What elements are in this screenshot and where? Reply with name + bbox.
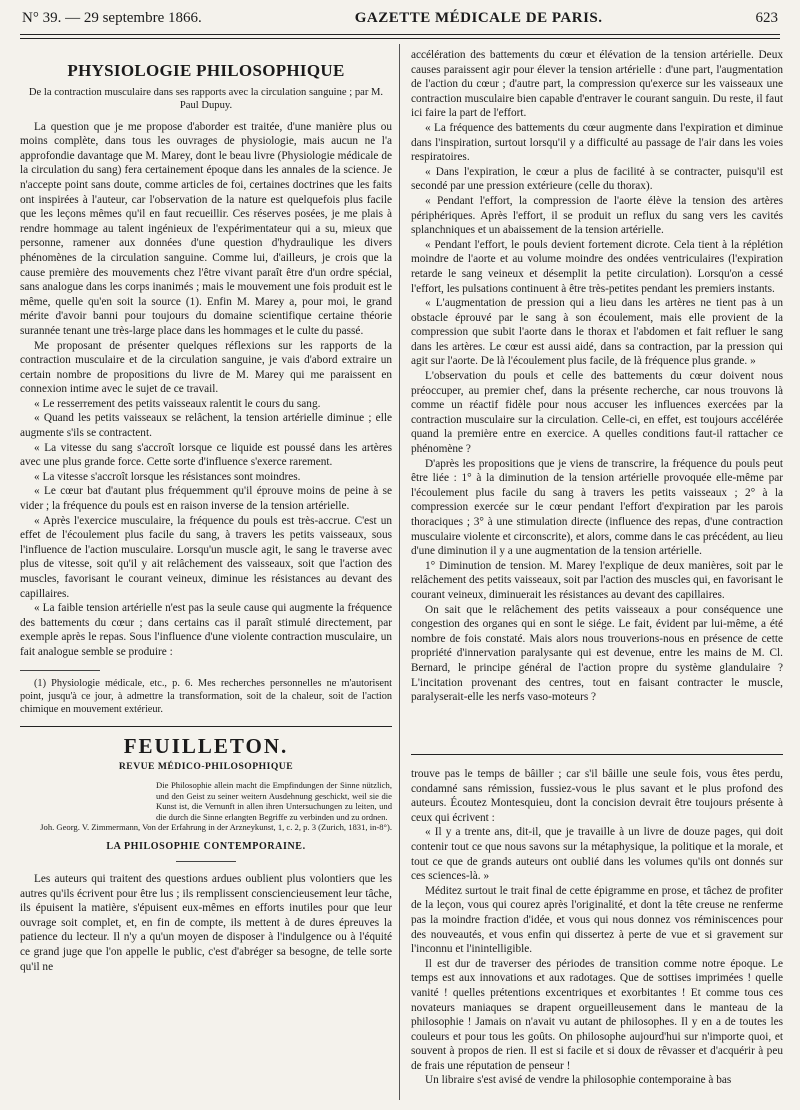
masthead — [22, 4, 778, 32]
feuilleton-separator — [20, 726, 392, 727]
right-column — [411, 48, 783, 1088]
article-paragraph: « Le resserrement des petits vaisseaux ralentit le cours du sang. — [34, 397, 321, 410]
article-paragraph: D'après les propositions que je viens de transcrire, la fréquence du pouls peut être liée : 1° à la diminution de la tension artérielle provoquée elle-même par l'écoulement plus facile du sang à travers les petits vaisseaux ; 2° à la compression exercée sur le cœur pendant l'effort d'expiration par les parois thoraciques ; 3° à une stimulation directe (influence des repas, d'une contraction musculaire violente et circonscrite), et alors, comme dans le cas précédent, au lieu d'une diminution il y a une augmentation de la tension artérielle. — [411, 457, 783, 558]
section-rule — [176, 861, 236, 862]
issue-number-date: N° 39. — 29 septembre 1866. — [22, 9, 202, 26]
article-continuation — [411, 48, 783, 748]
feuilleton-paragraph: « Il y a trente ans, dit-il, que je travaille à un livre de douze pages, qui doit contenir tout ce que nous savons sur la métaphysique, la politique et la morale, et tout ce que de grands auteurs ont oublié dans les volumes qu'ils ont donnés sur ces sciences-là. » — [411, 826, 783, 883]
article-paragraph: « La vitesse s'accroît lorsque les résistances sont moindres. — [34, 470, 301, 483]
article-paragraph: accélération des battements du cœur et élévation de la tension artérielle. Deux causes paraissent agir pour élever la tension artérielle : d'une part, l'augmentation de l'action du cœur ; d'autre part, la compression qu'exerce sur les vaisseaux une contraction musculaire bien capable d'entraver le courant sanguin. Du reste, il faut ici faire la part de l'effort. — [411, 49, 783, 120]
masthead-rule-thin — [20, 38, 780, 39]
left-column — [20, 48, 392, 974]
epigraph-source: Joh. Georg. V. Zimmermann, Von der Erfahrung in der Arzneykunst, 1, c. 2, p. 3 (Zurich, 1831, in-8°). — [40, 821, 392, 832]
epigraph: Die Philosophie allein macht die Empfindungen der Sinne nützlich, und den Geist zu seiner weitern Ausdehnung geschickt, weil sie die Kunst ist, die Vernunft in allen ihren Untersuchungen zu leiten, und die durch die Sinne erlangten Begriffe zu verbinden und zu ordnen. — [156, 780, 392, 822]
article-paragraph: « Quand les petits vaisseaux se relâchent, la tension artérielle diminue ; elle augmente s'ils se contractent. — [20, 412, 392, 440]
feuilleton-separator-right — [411, 754, 783, 755]
article-paragraph: « Après l'exercice musculaire, la fréquence du pouls est très-accrue. C'est un effet de l'écoulement plus facile du sang, à travers les petits vaisseaux, sous l'influence de l'action musculaire. Lorsqu'un muscle agit, le sang le traverse avec plus de vitesse, soit qu'il y ait relâchement des vaisseaux, soit que l'action des muscles, favorisant le courant veineux, diminue les résistances au devant des capillaires. — [20, 514, 392, 600]
footnote: (1) Physiologie médicale, etc., p. 6. Mes recherches personnelles ne m'autorisent point, jusqu'à ce jour, à admettre la transformation, soit de la chaleur, soit de l'action chimique en mouvement extérieur. — [20, 677, 392, 715]
article-paragraph: La question que je me propose d'aborder est traitée, d'une manière plus ou moins complète, dans tous les ouvrages de physiologie, mais aucun ne l'a approfondie davantage que M. Marey, dont le beau livre (Physiologie médicale de la circulation du sang) fera certainement époque dans les annales de la science. Je n'accepte point sans doute, comme articles de foi, certaines doctrines que les faits ont inspirées à l'auteur, car l'observation de la nature est quelquefois plus facile que les leçons mêmes qu'il en faut recueillir. Ces réserves posées, je me plais à rendre hommage au talent ingénieux de l'expérimentateur qui a su, mieux que personne, ramener aux données d'une question d'hydraulique les divers phénomènes de la circulation sanguine. Comme lui, d'ailleurs, je crois que la cause première des mouvements chez l'être vivant paraît être d'un ordre spécial, sans analogue dans les corps inanimés ; mais le mouvement une fois produit est le même, quelle qu'en soit la source (1). Enfin M. Marey a, pour moi, le grand mérite d'avoir banni pour toujours du domaine scientifique certaine théorie surannée tenant une très-large place dans les hommages et le culte du passé. — [20, 120, 392, 337]
column-separator — [399, 44, 400, 1100]
article-paragraph: « L'augmentation de pression qui a lieu dans les artères ne tient pas à un obstacle éprouvé par le sang à son écoulement, mais elle provient de la compression que subit l'aorte dans le thorax et l'abdomen et fait refluer le sang dans les artères. Le cœur est aussi aidé, dans sa contraction, par la pression qui agit sur l'aorte. De là l'écoulement plus facile, de là fréquence plus grande. » — [411, 297, 783, 368]
article-paragraph: « Dans l'expiration, le cœur a plus de facilité à se contracter, puisqu'il est secondé par une pression extérieure (celle du thorax). — [411, 165, 783, 193]
feuilleton-revue-heading: REVUE MÉDICO-PHILOSOPHIQUE — [118, 760, 294, 772]
feuilleton-paragraph: Les auteurs qui traitent des questions ardues oublient plus volontiers que les autres qu'ils écrivent pour être lus ; ils remplissent consciencieusement leur tâche, ils épuisent la matière, s'épuisent eux-mêmes en efforts inutiles pour que leur ouvrage soit complet, et, en fin de compte, ils mettent à de dures épreuves la patience du lecteur. Il n'y a qu'un moyen de disposer à l'indulgence ou à l'équité ce grand juge que l'on appelle le public, c'est d'abréger sa besogne, de telle sorte qu'il ne — [20, 872, 392, 973]
feuilleton-continuation — [411, 761, 783, 1088]
article-subtitle: De la contraction musculaire dans ses rapports avec la circulation sanguine ; par M. Paul Dupuy. — [28, 86, 384, 111]
footnote-rule — [20, 670, 100, 671]
article-paragraph: « Pendant l'effort, la compression de l'aorte élève la tension des artères périphériques. Après l'effort, il se produit un reflux du sang vers les cavités splanchniques et un abaissement de la tension artérielle. — [411, 194, 783, 237]
article-paragraph: L'observation du pouls et celle des battements du cœur doivent nous préoccuper, au premier chef, dans la présente recherche, car nous trouvons là comme un réactif fidèle pour nous accuser les influences exercées par la contraction musculaire sur la circulation. Celle-ci, en effet, est toujours accélérée quand la première entre en exercice. A quelles conditions faut-il rattacher ce phénomène ? — [411, 370, 783, 456]
article-paragraph: « La vitesse du sang s'accroît lorsque ce liquide est poussé dans les artères avec une plus grande force. Cette sorte d'influence s'exerce rarement. — [20, 441, 392, 469]
feuilleton-paragraph: trouve pas le temps de bâiller ; car s'il bâille une seule fois, vous êtes perdu, condamné sans rémission, fussiez-vous le plus savant et le plus profond des auteurs. Écoutez Montesquieu, dont la concision devrait être toujours présente à ceux qui écrivent : — [411, 768, 783, 824]
article-paragraph: « La faible tension artérielle n'est pas la seule cause qui augmente la fréquence des battements du cœur ; dans certains cas il paraît stimulé directement, par exemple après le repas. Sous l'influence d'une violente contraction musculaire, un fait analogue semble se produire : — [20, 602, 392, 658]
feuilleton-paragraph: Il est dur de traverser des périodes de transition comme notre époque. Le temps est aux innovations et aux radotages. Que de sottises imprimées ! quelle vanité ! quelles prétentions excentriques et exorbitantes ! Et comme tous ces novateurs maniaques se drapent orgueilleusement dans le manteau de la philosophie ! Jamais on n'avait vu autant de philosophes. Il y en a de toutes les couleurs et pour tous les goûts. On philosophe aujourd'hui sur n'importe quoi, et souvent à propos de rien. Il est si facile et si doux de rêvasser et d'acquérir à peu de frais une réputation de penseur ! — [411, 957, 783, 1072]
article-paragraph: « La fréquence des battements du cœur augmente dans l'expiration et diminue dans l'inspiration, surtout lorsqu'il y a difficulté au passage de l'air dans les voies respiratoires. — [411, 121, 783, 164]
article-paragraph: « Pendant l'effort, le pouls devient fortement dicrote. Cela tient à la réplétion moindre de l'aorte et au volume moindre des ondées ventriculaires (l'expiration retarde le sang veineux et désemplit la petite circulation). Lorsqu'on a cessé l'effort, les pulsations continuent à être très-petites pendant les premiers instants. — [411, 238, 783, 295]
section-heading: LA PHILOSOPHIE CONTEMPORAINE. — [106, 841, 306, 853]
article-paragraph: 1° Diminution de tension. M. Marey l'explique de deux manières, soit par le relâchement des petits vaisseaux, soit par l'action des muscles qui, en favorisant le courant veineux, diminuerait les résistances au devant des capillaires. — [411, 559, 783, 601]
journal-title: GAZETTE MÉDICALE DE PARIS. — [354, 9, 603, 26]
feuilleton-paragraph: Un libraire s'est avisé de vendre la philosophie contemporaine à bas — [425, 1074, 732, 1087]
masthead-rule — [20, 34, 780, 35]
feuilleton-paragraph: Méditez surtout le trait final de cette épigramme en prose, et tâchez de profiter de la leçon, vous qui courez après l'originalité, et dont la tête creuse ne renferme pas la moindre fraction d'idée, et vous qui nous donnez vos réminiscences pour des nouveautés, et vous enfin qui dissertez à perte de vue et si gravement sur l'inconnu et l'inintelligible. — [411, 884, 783, 956]
article-paragraph: Me proposant de présenter quelques réflexions sur les rapports de la contraction musculaire et de la circulation sanguine, je vais d'abord extraire un certain nombre de propositions du livre de M. Marey qui me paraissent en connexion intime avec le sujet de ce travail. — [20, 339, 392, 396]
article-title: PHYSIOLOGIE PHILOSOPHIQUE — [67, 61, 345, 80]
article-paragraph: On sait que le relâchement des petits vaisseaux a pour conséquence une congestion des organes qui en sont le siége. Le fait, évident par lui-même, a été nombre de fois constaté. Mais alors nous trouverions-nous en présence de cette propriété d'innervation paralysante qui est devenue, entre les mains de M. Cl. Bernard, le principe général de l'action propre du système glandulaire ? L'incitation provenant des centres, tout en faisant contracter le muscle, paralyserait-elle les nerfs vaso-moteurs ? — [411, 603, 783, 704]
feuilleton-title: FEUILLETON. — [123, 734, 289, 759]
article-paragraph: « Le cœur bat d'autant plus fréquemment qu'il éprouve moins de peine à se vider ; la fréquence du pouls est en raison inverse de la tension artérielle. — [20, 485, 392, 513]
page-number: 623 — [755, 9, 778, 26]
